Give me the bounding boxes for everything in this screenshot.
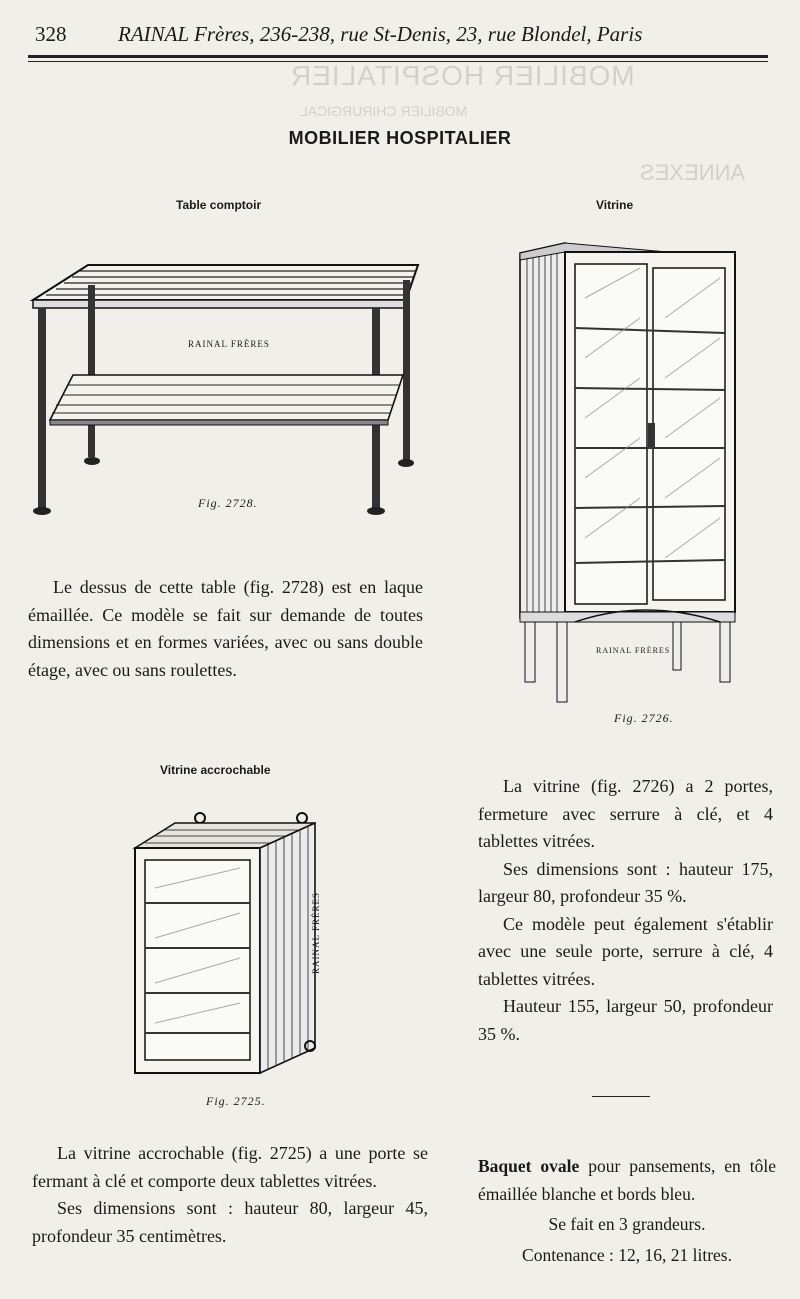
section-title: MOBILIER HOSPITALIER	[288, 128, 512, 148]
baquet-paragraph-1	[478, 1153, 776, 1208]
vitrine-illustration	[515, 238, 745, 708]
vitrine-description	[478, 773, 773, 1048]
bleed-through-subtitle: MOBILIER CHIRURGICAL	[300, 103, 468, 119]
baquet-name: Baquet ovale	[478, 1156, 580, 1176]
vitrine-accrochable-caption: Vitrine accrochable	[160, 763, 271, 777]
vitrine-accrochable-paragraph-2: Ses dimensions sont : hauteur 80, largeur 45, profondeur 35 centimètres.	[32, 1198, 428, 1246]
vitrine-paragraph-3: Ce modèle peut également s'établir avec une seule porte, serrure à clé, 4 tablettes vitrées.	[478, 913, 773, 989]
vitrine-accrochable-fig-label: Fig. 2725.	[206, 1094, 266, 1108]
publisher-line: RAINAL Frères, 236-238, rue St-Denis, 23, rue Blondel, Paris	[118, 22, 643, 46]
table-comptoir-illustration	[28, 255, 428, 525]
vitrine-accrochable-paragraph-1: La vitrine accrochable (fig. 2725) a une porte se fermant à clé et comporte deux tablettes vitrées.	[32, 1143, 428, 1191]
table-comptoir-fig-label: Fig. 2728.	[198, 496, 258, 510]
vitrine-paragraph-2: Ses dimensions sont : hauteur 175, largeur 80, profondeur 35 %.	[478, 858, 773, 906]
header-rule-thick	[28, 55, 768, 58]
bleed-through-annexes: ANNEXES	[640, 160, 746, 185]
baquet-paragraph-2: Se fait en 3 grandeurs.	[548, 1214, 706, 1234]
table-comptoir-paragraph: Le dessus de cette table (fig. 2728) est en laque émaillée. Ce modèle se fait sur demande de toutes dimensions et en formes variées, avec ou sans double étage, avec ou sans roulettes.	[28, 577, 423, 680]
page-header	[30, 22, 770, 52]
vitrine-accrochable-brand-mark: RAINAL FRÈRES	[310, 892, 321, 974]
table-comptoir-description	[28, 574, 423, 684]
bleed-through-title: MOBILIER HOSPITALIER	[290, 60, 635, 91]
table-comptoir-brand-mark: RAINAL FRÈRES	[188, 339, 270, 349]
baquet-paragraph-3: Contenance : 12, 16, 21 litres.	[522, 1244, 732, 1265]
page-number: 328	[35, 22, 67, 46]
vitrine-paragraph-1: La vitrine (fig. 2726) a 2 portes, fermeture avec serrure à clé, et 4 tablettes vitrées.	[478, 776, 773, 851]
vitrine-fig-label: Fig. 2726.	[614, 711, 674, 725]
baquet-description	[478, 1153, 776, 1269]
baquet-paragraph-1-text: pour pansements, en tôle émaillée blanche et bords bleu.	[478, 1156, 776, 1204]
section-divider	[592, 1096, 650, 1097]
vitrine-accrochable-illustration	[130, 808, 330, 1078]
table-comptoir-caption: Table comptoir	[176, 198, 262, 212]
vitrine-paragraph-4: Hauteur 155, largeur 50, profondeur 35 %.	[478, 996, 773, 1044]
vitrine-brand-mark: RAINAL FRÈRES	[596, 646, 671, 655]
vitrine-accrochable-description	[32, 1140, 428, 1250]
vitrine-caption: Vitrine	[596, 198, 634, 212]
